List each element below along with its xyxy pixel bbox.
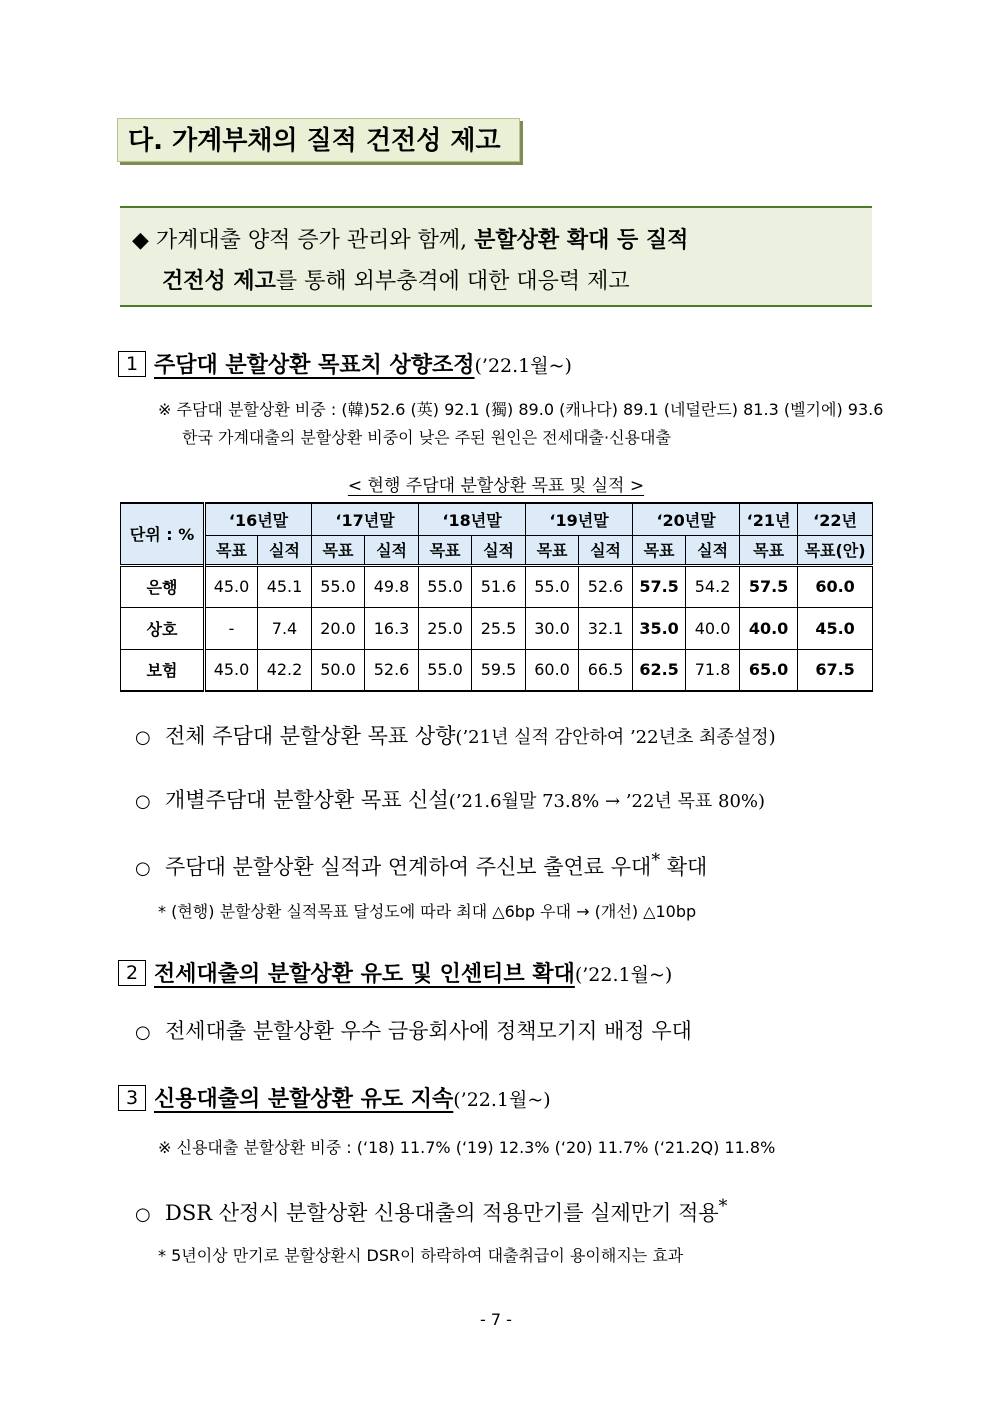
row-label: 상호	[121, 607, 205, 649]
diamond-icon: ◆	[132, 228, 149, 253]
bullet-text-after: 확대	[660, 855, 708, 879]
section1-bullet-2	[135, 784, 765, 818]
circle-bullet-icon: ○	[135, 727, 151, 748]
year-header: ‘18년말	[419, 503, 526, 535]
section2-date: (’22.1월~)	[574, 964, 673, 986]
section-title: 다. 가계부채의 질적 건전성 제고	[117, 118, 520, 162]
section1-title: 주담대 분할상환 목표치 상향조정	[154, 352, 475, 378]
table-cell: 45.0	[798, 607, 873, 649]
section2-title: 전세대출의 분할상환 유도 및 인센티브 확대	[154, 961, 575, 987]
page-number: - 7 -	[480, 1310, 512, 1329]
table-row	[121, 649, 873, 691]
table-cell: 25.0	[419, 607, 472, 649]
table-cell: 65.0	[740, 649, 798, 691]
table-cell: 32.1	[579, 607, 633, 649]
table-row	[121, 607, 873, 649]
year-header: ‘20년말	[633, 503, 740, 535]
target-table	[120, 502, 873, 692]
bullet-text: 주담대 분할상환 실적과 연계하여 주신보 출연료 우대	[165, 855, 652, 879]
unit-label: 단위 : %	[121, 503, 205, 565]
year-header: ‘21년	[740, 503, 798, 535]
table-cell: 20.0	[312, 607, 365, 649]
section1-note-1: ※ 주담대 분할상환 비중 : (韓)52.6 (英) 92.1 (獨) 89.0 (캐나다) 89.1 (네덜란드) 81.3 (벨기에) 93.6	[158, 400, 884, 419]
sub-header: 실적	[686, 535, 740, 565]
table-cell: 57.5	[633, 565, 686, 607]
table-cell: 67.5	[798, 649, 873, 691]
bullet-text: 개별주담대 분할상환 목표 신설	[165, 788, 449, 812]
bullet-text: 전체 주담대 분할상환 목표 상향	[165, 724, 456, 748]
table-cell: 60.0	[798, 565, 873, 607]
section1-note-2: 한국 가계대출의 분할상환 비중이 낮은 주된 원인은 전세대출·신용대출	[182, 428, 671, 447]
table-cell: -	[205, 607, 258, 649]
section1-bullet-3	[135, 845, 707, 885]
table-cell: 60.0	[526, 649, 579, 691]
year-header: ‘19년말	[526, 503, 633, 535]
circle-bullet-icon: ○	[135, 858, 151, 879]
sub-header: 실적	[365, 535, 419, 565]
section3-footnote: * 5년이상 만기로 분할상환시 DSR이 하락하여 대출취급이 용이해지는 효과	[158, 1246, 684, 1265]
table-cell: 57.5	[740, 565, 798, 607]
summary-line-1	[132, 220, 864, 261]
table-cell: 51.6	[472, 565, 526, 607]
section2-number: 2	[118, 960, 146, 986]
sub-header: 실적	[258, 535, 312, 565]
footnote-mark: *	[651, 851, 661, 871]
table-cell: 45.0	[205, 565, 258, 607]
section3-title: 신용대출의 분할상환 유도 지속	[154, 1086, 454, 1112]
year-header: ‘16년말	[205, 503, 312, 535]
row-label: 보험	[121, 649, 205, 691]
table-cell: 49.8	[365, 565, 419, 607]
section1-footnote: * (현행) 분할상환 실적목표 달성도에 따라 최대 △6bp 우대 → (개선) △10bp	[158, 902, 697, 921]
table-cell: 55.0	[526, 565, 579, 607]
summary-plain-1: 가계대출 양적 증가 관리와 함께,	[155, 228, 475, 253]
section3-heading	[118, 1083, 551, 1115]
table-row	[121, 565, 873, 607]
year-header: ‘22년	[798, 503, 873, 535]
table-cell: 71.8	[686, 649, 740, 691]
table-cell: 7.4	[258, 607, 312, 649]
section1-date: (’22.1월~)	[474, 355, 572, 377]
bullet-text: DSR 산정시 분할상환 신용대출의 적용만기를 실제만기 적용	[165, 1201, 719, 1225]
table-cell: 66.5	[579, 649, 633, 691]
footnote-mark: *	[718, 1197, 728, 1217]
table-cell: 52.6	[579, 565, 633, 607]
sub-header: 실적	[472, 535, 526, 565]
bullet-text: 전세대출 분할상환 우수 금융회사에 정책모기지 배정 우대	[165, 1019, 692, 1043]
table-cell: 45.0	[205, 649, 258, 691]
table-cell: 40.0	[686, 607, 740, 649]
table-cell: 52.6	[365, 649, 419, 691]
sub-header: 목표	[740, 535, 798, 565]
table-cell: 25.5	[472, 607, 526, 649]
sub-header: 목표	[419, 535, 472, 565]
circle-bullet-icon: ○	[135, 791, 151, 812]
sub-header: 목표(안)	[798, 535, 873, 565]
summary-bold-2: 건전성 제고	[162, 268, 276, 294]
table-cell: 62.5	[633, 649, 686, 691]
sub-header: 목표	[633, 535, 686, 565]
table-cell: 35.0	[633, 607, 686, 649]
summary-line-2	[132, 261, 864, 302]
sub-header: 실적	[579, 535, 633, 565]
year-header: ‘17년말	[312, 503, 419, 535]
table-cell: 54.2	[686, 565, 740, 607]
sub-header: 목표	[526, 535, 579, 565]
section1-bullet-1	[135, 720, 776, 754]
table-cell: 59.5	[472, 649, 526, 691]
circle-bullet-icon: ○	[135, 1022, 151, 1043]
table-cell: 40.0	[740, 607, 798, 649]
table-cell: 16.3	[365, 607, 419, 649]
section1-heading	[118, 349, 572, 381]
circle-bullet-icon: ○	[135, 1204, 151, 1225]
bullet-detail: (’21.6월말 73.8% → ’22년 목표 80%)	[448, 791, 766, 812]
summary-box	[120, 206, 872, 307]
row-label: 은행	[121, 565, 205, 607]
table-caption: < 현행 주담대 분할상환 목표 및 실적 >	[347, 476, 645, 496]
section2-heading	[118, 958, 672, 990]
table-cell: 30.0	[526, 607, 579, 649]
table-cell: 55.0	[312, 565, 365, 607]
section3-number: 3	[118, 1085, 146, 1111]
section3-note: ※ 신용대출 분할상환 비중 : (‘18) 11.7% (‘19) 12.3% (‘20) 11.7% (‘21.2Q) 11.8%	[158, 1138, 776, 1157]
section2-bullet	[135, 1015, 692, 1049]
bullet-detail: (’21년 실적 감안하여 ’22년초 최종설정)	[455, 727, 776, 748]
section3-date: (’22.1월~)	[453, 1089, 551, 1111]
section1-number: 1	[118, 351, 146, 377]
sub-header: 목표	[205, 535, 258, 565]
table-cell: 55.0	[419, 565, 472, 607]
table-cell: 42.2	[258, 649, 312, 691]
summary-plain-2: 를 통해 외부충격에 대한 대응력 제고	[275, 269, 630, 294]
summary-bold-1: 분할상환 확대 등 질적	[474, 227, 689, 253]
table-cell: 55.0	[419, 649, 472, 691]
sub-header: 목표	[312, 535, 365, 565]
table-cell: 45.1	[258, 565, 312, 607]
table-cell: 50.0	[312, 649, 365, 691]
section3-bullet	[135, 1191, 727, 1231]
